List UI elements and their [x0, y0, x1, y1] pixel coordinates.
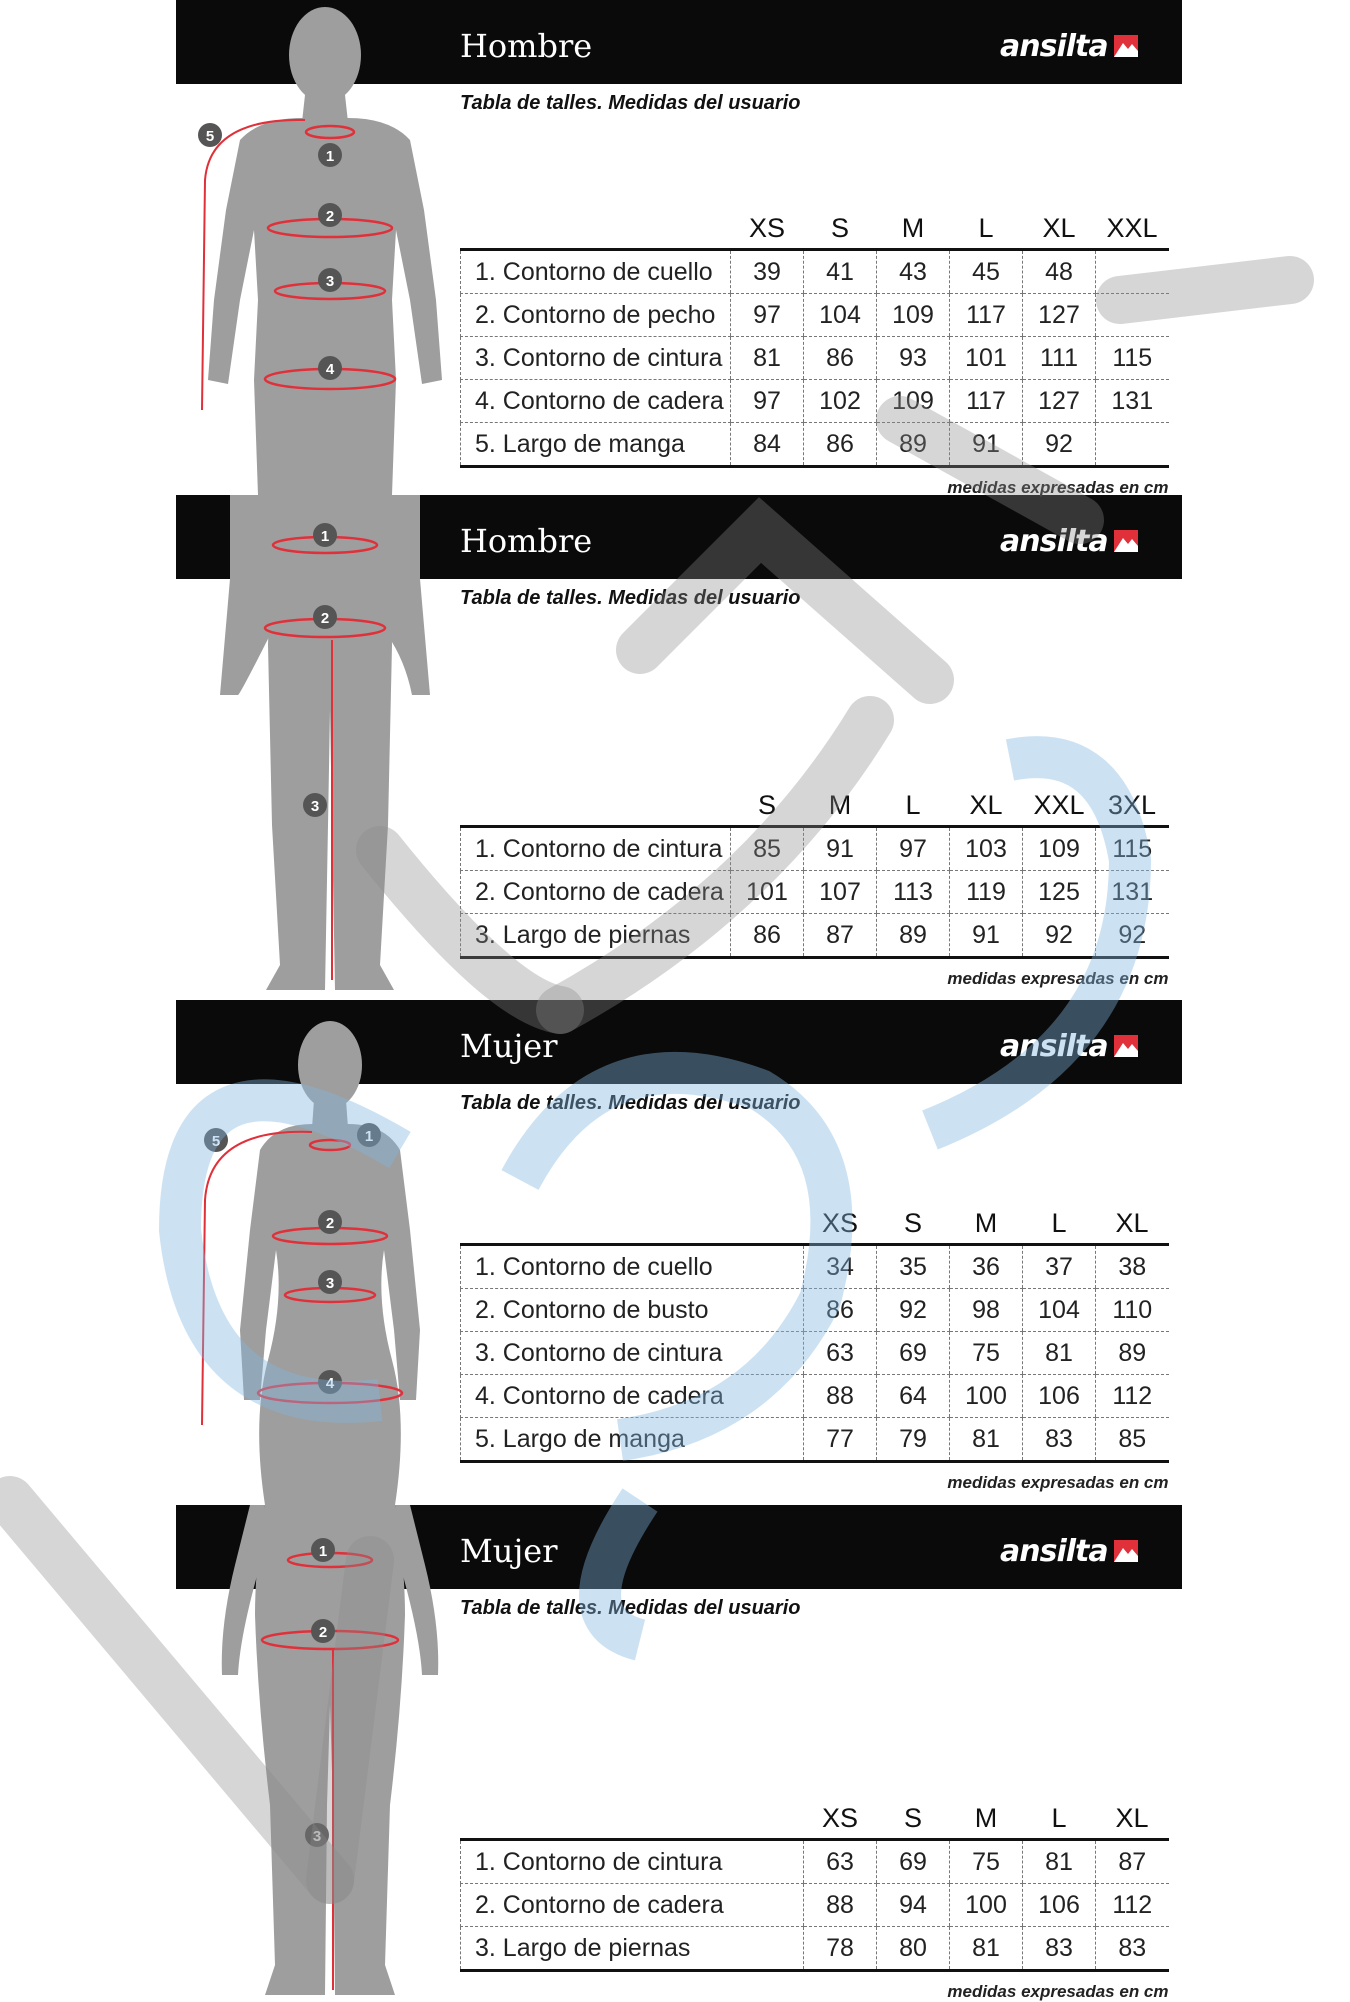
measure-value: 80 [877, 1927, 950, 1971]
size-table [460, 777, 1169, 959]
measure-value: 100 [950, 1375, 1023, 1418]
svg-text:3: 3 [312, 1828, 322, 1845]
size-section-hombre-top [0, 0, 1350, 495]
measure-value: 100 [950, 1884, 1023, 1927]
size-header-row [461, 200, 1169, 250]
measure-value: 81 [1023, 1840, 1096, 1884]
measure-label: 1. Contorno de cuello [461, 250, 731, 294]
measure-value: 83 [1096, 1927, 1169, 1971]
size-section-mujer-top [0, 1000, 1350, 1505]
mountain-logo-icon [1111, 1536, 1141, 1566]
measure-marker-5 [198, 123, 222, 147]
measure-marker-3 [303, 793, 327, 817]
measure-value: 97 [877, 827, 950, 871]
size-header-row [461, 1790, 1169, 1840]
measure-value: 98 [950, 1289, 1023, 1332]
measure-value: 75 [950, 1332, 1023, 1375]
brand-logo [1000, 521, 1141, 561]
size-header: L [905, 790, 921, 820]
measure-value: 117 [950, 294, 1023, 337]
measure-value: 39 [731, 250, 804, 294]
measure-value: 97 [731, 380, 804, 423]
units-note: medidas expresadas en cm [947, 478, 1169, 497]
measure-value: 104 [804, 294, 877, 337]
measure-value: 83 [1023, 1418, 1096, 1462]
measure-value: 69 [877, 1332, 950, 1375]
measure-value: 34 [804, 1245, 877, 1289]
measure-value: 92 [1023, 914, 1096, 958]
size-header: S [830, 213, 849, 243]
svg-text:3: 3 [325, 273, 335, 290]
header-spacer [461, 200, 731, 250]
section-title: Mujer [460, 1532, 558, 1570]
size-header: M [901, 213, 925, 243]
svg-text:5: 5 [205, 128, 215, 145]
measure-value: 89 [1096, 1332, 1169, 1375]
units-note: medidas expresadas en cm [947, 1473, 1169, 1492]
measure-marker-1 [311, 1538, 335, 1562]
size-header: 3XL [1107, 790, 1157, 820]
measure-value: 101 [950, 337, 1023, 380]
measure-value: 97 [731, 294, 804, 337]
size-header: XL [969, 790, 1003, 820]
size-table [460, 1790, 1169, 1972]
size-header: M [828, 790, 852, 820]
measure-value: 91 [950, 914, 1023, 958]
brand-name: ansilta [1000, 523, 1108, 559]
measure-value: 92 [1023, 423, 1096, 467]
table-row [461, 294, 1169, 337]
measure-value: 63 [804, 1332, 877, 1375]
measure-value: 36 [950, 1245, 1023, 1289]
measure-marker-3 [318, 1270, 342, 1294]
measure-marker-3 [305, 1823, 329, 1847]
measure-value: 35 [877, 1245, 950, 1289]
size-header: XL [1115, 1803, 1149, 1833]
section-title: Hombre [460, 27, 593, 65]
measure-value: 81 [1023, 1332, 1096, 1375]
section-subtitle: Tabla de talles. Medidas del usuario [460, 1597, 801, 1619]
measure-value: 77 [804, 1418, 877, 1462]
header-spacer [461, 1195, 804, 1245]
measure-label: 4. Contorno de cadera [461, 380, 731, 423]
measure-value: 75 [950, 1840, 1023, 1884]
measure-value: 83 [1023, 1927, 1096, 1971]
table-row [461, 250, 1169, 294]
size-header: XS [748, 213, 786, 243]
size-header: XS [821, 1803, 859, 1833]
measure-value: 41 [804, 250, 877, 294]
section-title: Mujer [460, 1027, 558, 1065]
size-section-hombre-bottom [0, 495, 1350, 1000]
svg-text:4: 4 [325, 361, 335, 378]
measure-value: 89 [877, 423, 950, 467]
measure-value: 85 [1096, 1418, 1169, 1462]
table-row [461, 1884, 1169, 1927]
female-upper-body-figure [180, 1000, 460, 1505]
measure-value: 89 [877, 914, 950, 958]
svg-text:2: 2 [325, 208, 335, 225]
size-table-container [460, 1195, 1169, 1492]
measure-marker-4 [318, 1370, 342, 1394]
measure-label: 1. Contorno de cintura [461, 1840, 804, 1884]
measure-marker-1 [357, 1123, 381, 1147]
measure-value: 110 [1096, 1289, 1169, 1332]
brand-name: ansilta [1000, 1533, 1108, 1569]
measure-value: 78 [804, 1927, 877, 1971]
measure-value: 127 [1023, 380, 1096, 423]
measure-label: 3. Largo de piernas [461, 914, 731, 958]
table-row [461, 827, 1169, 871]
table-row [461, 914, 1169, 958]
measure-value: 92 [1096, 914, 1169, 958]
size-header: S [903, 1803, 922, 1833]
svg-text:3: 3 [310, 798, 320, 815]
units-note: medidas expresadas en cm [947, 1982, 1169, 2001]
measure-value: 87 [804, 914, 877, 958]
measure-value: 81 [950, 1418, 1023, 1462]
size-header: S [903, 1208, 922, 1238]
measure-label: 1. Contorno de cintura [461, 827, 731, 871]
measure-value: 88 [804, 1884, 877, 1927]
measure-value: 93 [877, 337, 950, 380]
measure-value: 112 [1096, 1884, 1169, 1927]
measure-marker-5 [204, 1128, 228, 1152]
mountain-logo-icon [1111, 1031, 1141, 1061]
measure-value: 115 [1096, 827, 1169, 871]
size-header: L [1051, 1803, 1067, 1833]
size-header: L [978, 213, 994, 243]
measure-value: 37 [1023, 1245, 1096, 1289]
size-header: XXL [1033, 790, 1085, 820]
measure-value [1096, 423, 1169, 467]
section-title: Hombre [460, 522, 593, 560]
table-row [461, 1289, 1169, 1332]
measure-marker-2 [318, 203, 342, 227]
svg-text:2: 2 [325, 1215, 335, 1232]
measure-label: 4. Contorno de cadera [461, 1375, 804, 1418]
svg-text:1: 1 [320, 528, 330, 545]
measure-value: 48 [1023, 250, 1096, 294]
svg-text:1: 1 [318, 1543, 328, 1560]
measure-value: 119 [950, 871, 1023, 914]
svg-text:3: 3 [325, 1275, 335, 1292]
measure-label: 5. Largo de manga [461, 423, 731, 467]
measure-value: 38 [1096, 1245, 1169, 1289]
table-row [461, 871, 1169, 914]
measure-value: 92 [877, 1289, 950, 1332]
measure-value: 88 [804, 1375, 877, 1418]
brand-name: ansilta [1000, 1028, 1108, 1064]
measure-value: 106 [1023, 1884, 1096, 1927]
size-table-container [460, 1790, 1169, 2001]
size-table [460, 200, 1169, 468]
measure-value: 104 [1023, 1289, 1096, 1332]
size-header-row [461, 1195, 1169, 1245]
size-header: XL [1115, 1208, 1149, 1238]
table-row [461, 1375, 1169, 1418]
brand-logo [1000, 1531, 1141, 1571]
measure-marker-3 [318, 268, 342, 292]
size-header: L [1051, 1208, 1067, 1238]
table-row [461, 1245, 1169, 1289]
size-header: S [757, 790, 776, 820]
measure-value: 103 [950, 827, 1023, 871]
measure-marker-1 [318, 143, 342, 167]
measure-value: 43 [877, 250, 950, 294]
brand-logo [1000, 1026, 1141, 1066]
measure-value: 127 [1023, 294, 1096, 337]
table-row [461, 380, 1169, 423]
measure-label: 2. Contorno de cadera [461, 1884, 804, 1927]
table-row [461, 1332, 1169, 1375]
section-subtitle: Tabla de talles. Medidas del usuario [460, 92, 801, 114]
table-row [461, 1840, 1169, 1884]
measure-value: 111 [1023, 337, 1096, 380]
measure-value: 102 [804, 380, 877, 423]
measure-value: 117 [950, 380, 1023, 423]
measure-label: 3. Contorno de cintura [461, 337, 731, 380]
measure-value: 107 [804, 871, 877, 914]
measure-value: 115 [1096, 337, 1169, 380]
size-table-container [460, 200, 1169, 497]
table-row [461, 1927, 1169, 1971]
measure-value: 84 [731, 423, 804, 467]
measure-value: 45 [950, 250, 1023, 294]
measure-value: 91 [804, 827, 877, 871]
measure-value: 131 [1096, 871, 1169, 914]
male-upper-body-figure [180, 0, 460, 495]
measure-value: 91 [950, 423, 1023, 467]
size-header-row [461, 777, 1169, 827]
section-subtitle: Tabla de talles. Medidas del usuario [460, 1092, 801, 1114]
measure-value: 81 [731, 337, 804, 380]
section-subtitle: Tabla de talles. Medidas del usuario [460, 587, 801, 609]
measure-value: 81 [950, 1927, 1023, 1971]
mountain-logo-icon [1111, 526, 1141, 556]
measure-marker-1 [313, 523, 337, 547]
svg-text:4: 4 [325, 1375, 335, 1392]
svg-text:2: 2 [318, 1624, 328, 1641]
measure-value: 109 [877, 380, 950, 423]
measure-value: 86 [804, 1289, 877, 1332]
measure-value: 112 [1096, 1375, 1169, 1418]
measure-label: 3. Largo de piernas [461, 1927, 804, 1971]
size-header: XXL [1106, 213, 1158, 243]
svg-text:5: 5 [211, 1133, 221, 1150]
size-table-container [460, 777, 1169, 988]
svg-text:2: 2 [320, 610, 330, 627]
measure-marker-2 [311, 1619, 335, 1643]
measure-value: 79 [877, 1418, 950, 1462]
measure-label: 3. Contorno de cintura [461, 1332, 804, 1375]
measure-value: 64 [877, 1375, 950, 1418]
table-row [461, 423, 1169, 467]
header-spacer [461, 1790, 804, 1840]
size-header: XS [821, 1208, 859, 1238]
measure-marker-2 [318, 1210, 342, 1234]
measure-label: 5. Largo de manga [461, 1418, 804, 1462]
measure-value [1096, 250, 1169, 294]
measure-value: 63 [804, 1840, 877, 1884]
size-header: M [974, 1208, 998, 1238]
measure-value: 113 [877, 871, 950, 914]
table-row [461, 337, 1169, 380]
header-spacer [461, 777, 731, 827]
measure-value: 94 [877, 1884, 950, 1927]
measure-value: 101 [731, 871, 804, 914]
measure-label: 1. Contorno de cuello [461, 1245, 804, 1289]
mountain-logo-icon [1111, 31, 1141, 61]
measure-value: 86 [804, 423, 877, 467]
size-section-mujer-bottom [0, 1505, 1350, 2000]
size-table [460, 1195, 1169, 1463]
size-header: XL [1042, 213, 1076, 243]
brand-name: ansilta [1000, 28, 1108, 64]
measure-label: 2. Contorno de cadera [461, 871, 731, 914]
measure-value: 109 [1023, 827, 1096, 871]
brand-logo [1000, 26, 1141, 66]
measure-value: 87 [1096, 1840, 1169, 1884]
male-lower-body-figure [180, 495, 460, 1000]
measure-marker-4 [318, 356, 342, 380]
measure-value: 131 [1096, 380, 1169, 423]
measure-value [1096, 294, 1169, 337]
measure-value: 86 [731, 914, 804, 958]
measure-marker-2 [313, 605, 337, 629]
svg-text:1: 1 [364, 1128, 374, 1145]
female-lower-body-figure [180, 1505, 460, 2000]
measure-value: 125 [1023, 871, 1096, 914]
measure-value: 109 [877, 294, 950, 337]
measure-value: 86 [804, 337, 877, 380]
measure-label: 2. Contorno de busto [461, 1289, 804, 1332]
measure-value: 106 [1023, 1375, 1096, 1418]
units-note: medidas expresadas en cm [947, 969, 1169, 988]
svg-text:1: 1 [325, 148, 335, 165]
measure-value: 69 [877, 1840, 950, 1884]
size-header: M [974, 1803, 998, 1833]
measure-value: 85 [731, 827, 804, 871]
table-row [461, 1418, 1169, 1462]
measure-label: 2. Contorno de pecho [461, 294, 731, 337]
